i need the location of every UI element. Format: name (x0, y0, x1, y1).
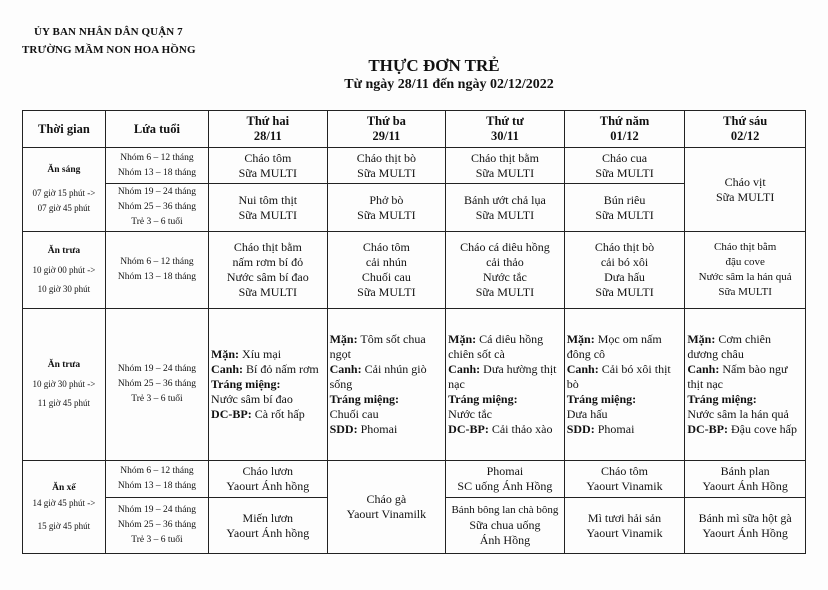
col-monday: Thứ hai 28/11 (209, 111, 328, 148)
snack-wed-a: Phomai SC uống Ánh Hồng (446, 461, 565, 498)
col-thursday: Thứ năm 01/12 (564, 111, 685, 148)
breakfast-row-a (23, 148, 806, 184)
header-row (23, 111, 806, 148)
snack-fri-a: Bánh plan Yaourt Ánh Hồng (685, 461, 806, 498)
snack-age-a: Nhóm 6 – 12 tháng Nhóm 13 – 18 tháng (105, 461, 208, 498)
breakfast-tue-b: Phở bò Sữa MULTI (327, 184, 446, 232)
breakfast-thu-b: Bún riêu Sữa MULTI (564, 184, 685, 232)
school-name: TRƯỜNG MẦM NON HOA HỒNG (22, 44, 196, 56)
lunch2-mon: Mặn: Xíu mại Canh: Bí đỏ nấm rơm Tráng miệng: Nước sâm bí đao DC-BP: Cà rốt hấp (209, 309, 328, 461)
menu-table (22, 110, 806, 554)
lunch2-tue: Mặn: Tôm sốt chua ngọt Canh: Cải nhún giò sống Tráng miệng: Chuối cau SDD: Phomai (327, 309, 446, 461)
lunch1-tue: Cháo tôm cải nhún Chuối cau Sữa MULTI (327, 232, 446, 309)
lunch1-mon: Cháo thịt bằm nấm rơm bí đỏ Nước sâm bí đao Sữa MULTI (209, 232, 328, 309)
snack-wed-b: Bánh bông lan chà bông Sữa chua uống Ánh Hồng (446, 498, 565, 554)
lunch2-age: Nhóm 19 – 24 tháng Nhóm 25 – 36 tháng Trẻ 3 – 6 tuổi (105, 309, 208, 461)
lunch2-fri: Mặn: Cơm chiên dương châu Canh: Nấm bào ngư thịt nạc Tráng miệng: Nước sâm la hán quả DC-BP: Đậu cove hấp (685, 309, 806, 461)
snack-tue: Cháo gà Yaourt Vinamilk (327, 461, 446, 554)
breakfast-thu-a: Cháo cua Sữa MULTI (564, 148, 685, 184)
snack-thu-b: Mì tươi hải sản Yaourt Vinamik (564, 498, 685, 554)
breakfast-wed-b: Bánh ướt chả lụa Sữa MULTI (446, 184, 565, 232)
lunch1-thu: Cháo thịt bò cải bó xôi Dưa hấu Sữa MULTI (564, 232, 685, 309)
date-range: Từ ngày 28/11 đến ngày 02/12/2022 (344, 77, 554, 92)
lunch2-thu: Mặn: Mọc om nấm đông cô Canh: Cải bó xôi thịt bò Tráng miệng: Dưa hấu SDD: Phomai (564, 309, 685, 461)
breakfast-age-b: Nhóm 19 – 24 tháng Nhóm 25 – 36 tháng Trẻ 3 – 6 tuổi (105, 184, 208, 232)
snack-age-b: Nhóm 19 – 24 tháng Nhóm 25 – 36 tháng Trẻ 3 – 6 tuổi (105, 498, 208, 554)
col-age: Lứa tuổi (105, 111, 208, 148)
breakfast-age-a: Nhóm 6 – 12 tháng Nhóm 13 – 18 tháng (105, 148, 208, 184)
breakfast-wed-a: Cháo thịt bằm Sữa MULTI (446, 148, 565, 184)
col-friday: Thứ sáu 02/12 (685, 111, 806, 148)
breakfast-tue-a: Cháo thịt bò Sữa MULTI (327, 148, 446, 184)
col-tuesday: Thứ ba 29/11 (327, 111, 446, 148)
lunch1-time-cell: Ăn trưa 10 giờ 00 phút -> 10 giờ 30 phút (23, 232, 106, 309)
breakfast-mon-b: Nui tôm thịt Sữa MULTI (209, 184, 328, 232)
page-title: THỰC ĐƠN TRẺ (368, 56, 500, 75)
snack-mon-a: Cháo lươn Yaourt Ánh hồng (209, 461, 328, 498)
breakfast-mon-a: Cháo tôm Sữa MULTI (209, 148, 328, 184)
breakfast-time-cell: Ăn sáng 07 giờ 15 phút -> 07 giờ 45 phút (23, 148, 106, 232)
snack-row-a (23, 461, 806, 498)
lunch1-age: Nhóm 6 – 12 tháng Nhóm 13 – 18 tháng (105, 232, 208, 309)
district-committee: ỦY BAN NHÂN DÂN QUẬN 7 (34, 26, 183, 38)
snack-time-cell: Ăn xế 14 giờ 45 phút -> 15 giờ 45 phút (23, 461, 106, 554)
lunch1-fri: Cháo thịt bằm đậu cove Nước sâm la hán quả Sữa MULTI (685, 232, 806, 309)
lunch2-row (23, 309, 806, 461)
col-wednesday: Thứ tư 30/11 (446, 111, 565, 148)
lunch2-wed: Mặn: Cá diêu hồng chiên sốt cà Canh: Dưa hường thịt nạc Tráng miệng: Nước tắc DC-BP: Cải thảo xào (446, 309, 565, 461)
breakfast-fri: Cháo vịt Sữa MULTI (685, 148, 806, 232)
col-time: Thời gian (23, 111, 106, 148)
snack-fri-b: Bánh mì sữa hột gà Yaourt Ánh Hồng (685, 498, 806, 554)
lunch1-row (23, 232, 806, 309)
lunch2-time-cell: Ăn trưa 10 giờ 30 phút -> 11 giờ 45 phút (23, 309, 106, 461)
snack-mon-b: Miến lươn Yaourt Ánh hồng (209, 498, 328, 554)
lunch1-wed: Cháo cá diêu hồng cải thảo Nước tắc Sữa MULTI (446, 232, 565, 309)
snack-thu-a: Cháo tôm Yaourt Vinamik (564, 461, 685, 498)
